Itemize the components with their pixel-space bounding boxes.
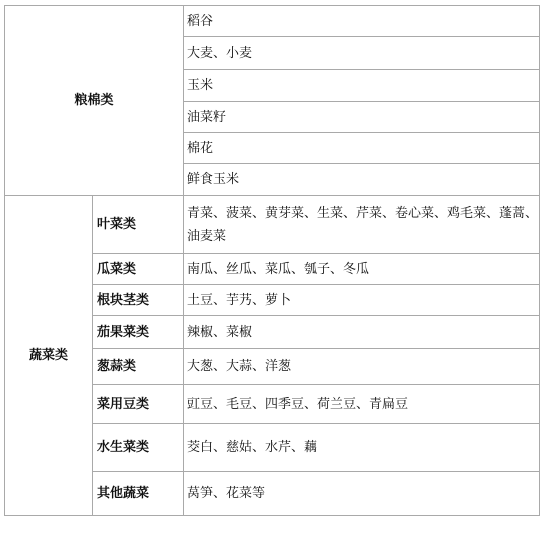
crop-table-container bbox=[4, 5, 540, 516]
table-row bbox=[5, 196, 540, 254]
vegetable-items: 土豆、芋艿、萝卜 bbox=[184, 285, 540, 316]
grain-item: 大麦、小麦 bbox=[184, 37, 540, 70]
table-row bbox=[5, 6, 540, 37]
grain-item: 稻谷 bbox=[184, 6, 540, 37]
subcategory-melon: 瓜菜类 bbox=[93, 254, 184, 285]
subcategory-leafy: 叶菜类 bbox=[93, 196, 184, 254]
grain-item: 油菜籽 bbox=[184, 102, 540, 133]
vegetable-items: 莴笋、花菜等 bbox=[184, 472, 540, 516]
vegetable-items: 大葱、大蒜、洋葱 bbox=[184, 349, 540, 385]
subcategory-allium: 葱蒜类 bbox=[93, 349, 184, 385]
grain-item: 棉花 bbox=[184, 133, 540, 164]
vegetable-items: 茭白、慈姑、水芹、藕 bbox=[184, 424, 540, 472]
vegetable-items: 南瓜、丝瓜、菜瓜、瓠子、冬瓜 bbox=[184, 254, 540, 285]
vegetable-items: 辣椒、菜椒 bbox=[184, 316, 540, 349]
subcategory-legume: 菜用豆类 bbox=[93, 385, 184, 424]
category-vegetable: 蔬菜类 bbox=[5, 196, 93, 516]
subcategory-aquatic: 水生菜类 bbox=[93, 424, 184, 472]
category-grain: 粮棉类 bbox=[5, 6, 184, 196]
crop-category-table bbox=[4, 5, 540, 516]
vegetable-items: 豇豆、毛豆、四季豆、荷兰豆、青扁豆 bbox=[184, 385, 540, 424]
subcategory-other: 其他蔬菜 bbox=[93, 472, 184, 516]
subcategory-solanaceous: 茄果菜类 bbox=[93, 316, 184, 349]
subcategory-root-tuber: 根块茎类 bbox=[93, 285, 184, 316]
grain-item: 玉米 bbox=[184, 70, 540, 102]
grain-item: 鲜食玉米 bbox=[184, 164, 540, 196]
vegetable-items: 青菜、菠菜、黄芽菜、生菜、芹菜、卷心菜、鸡毛菜、蓬蒿、油麦菜 bbox=[184, 196, 540, 254]
